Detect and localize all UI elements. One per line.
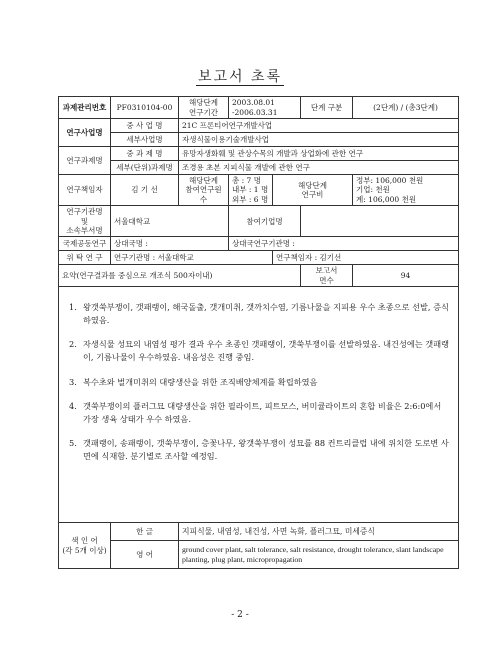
keywords-ko: 지피식물, 내염성, 내건성, 사면 녹화, 플러그묘, 미세증식 [179, 523, 459, 541]
consign-label: 위 탁 연 구 [59, 251, 111, 265]
project-label: 연구사업명 [59, 119, 111, 147]
detail-project-label: 세부사업명 [111, 133, 179, 147]
mid-project-value: 21C 프론티어연구개발사업 [179, 119, 459, 133]
org-value: 서울대학교 [111, 206, 229, 237]
sub-task-label: 세부(단위)과제명 [111, 161, 179, 175]
mid-project-label: 중 사 업 명 [111, 119, 179, 133]
cost-values [353, 175, 459, 206]
pages-label: 보고서 면수 [301, 265, 353, 287]
intl-label: 국제공동연구 [59, 237, 111, 251]
cost-total: 계: 106,000 천원 [356, 194, 417, 204]
mgmt-no-label: 과제관리번호 [59, 97, 111, 119]
page-number: - 2 - [231, 610, 249, 620]
intl-partner-org: 상대국연구기관명 : [229, 237, 459, 251]
summary-item: 2. 자생식물 성묘의 내염성 평가 결과 우수 초종인 갯패랭이, 갯쑥부쟁이를 선발하였음. 내건성에는 갯패랭이, 기름나물이 우수하였음. 내음성은 진행 중임. [69, 339, 450, 363]
mgmt-no-value: PF0310104-00 [111, 97, 179, 119]
summary-item: 1. 왕갯쑥부쟁이, 갯패랭이, 해국돌출, 갯개미취, 갯까치수염, 기름나물을 지피용 우수 초종으로 선발, 증식하였음. [69, 302, 449, 326]
consign-org: 연구기관명 : 서울대학교 [111, 251, 273, 265]
stage-label: 단계 구분 [301, 97, 353, 119]
period-label: 해당단계 연구기간 [179, 97, 229, 119]
researcher-name: 김 기 선 [111, 175, 179, 206]
keywords-ko-label: 한 글 [111, 523, 179, 541]
period-value: 2003.08.01 -2006.03.31 [229, 97, 301, 119]
summary-item: 5. 갯패랭이, 송패랭이, 갯쑥부쟁이, 층꽃나무, 왕갯쑥부쟁이 성묘를 88 컨트리클럽 내에 위치한 도로변 사면에 식재함. 분기별로 조사할 예정임. [69, 437, 449, 461]
summary-item: 3. 복수초와 벌개미취의 대량생산을 위한 조직배양체계를 확립하였음 [69, 376, 318, 387]
mid-task-label: 중 과 제 명 [111, 147, 179, 161]
keywords-label: 색 인 어 (각 5개 이상) [59, 523, 111, 569]
participants-counts [229, 175, 273, 206]
company-label: 참여기업명 [229, 206, 301, 237]
org-label: 연구기관명 및 소속부서명 [59, 206, 111, 237]
cost-gov: 정부: 106,000 천원 [356, 176, 424, 185]
participants-label: 해당단계 참여연구원 수 [179, 175, 229, 206]
intl-partner: 상대국명 : [111, 237, 229, 251]
cost-company: 기업: 천원 [356, 185, 390, 195]
stage-value: (2단계) / (총3단계) [353, 97, 459, 119]
participants-external: 외부 : 6 명 [232, 194, 269, 204]
summary-label: 요약(연구결과를 중심으로 개조식 500자이내) [59, 265, 301, 287]
detail-project-value: 자생식물이용기술개발사업 [179, 133, 459, 147]
report-abstract-form [58, 96, 459, 569]
task-label: 연구과제명 [59, 147, 111, 175]
keywords-en-label: 영 어 [111, 541, 179, 569]
company-value [301, 206, 459, 237]
pages-value: 94 [353, 265, 459, 287]
summary-item: 4. 갯쑥부쟁이의 플러그묘 대량생산을 위한 필라이트, 피트모스, 버미큘라이트의 혼합 비율은 2:6:0에서 가장 생육 상태가 우수 하였음. [69, 400, 442, 424]
consign-researcher: 연구책임자 : 김기선 [273, 251, 459, 265]
researcher-label: 연구책임자 [59, 175, 111, 206]
mid-task-value: 유망자생화훼 및 관상수목의 개발과 상업화에 관한 연구 [179, 147, 459, 161]
report-title: 보고서 초록 [197, 69, 283, 85]
summary-body [59, 287, 459, 523]
cost-label: 해당단계 연구비 [273, 175, 353, 206]
participants-total: 총 : 7 명 [232, 176, 261, 185]
keywords-en: ground cover plant, salt tolerance, salt resistance, drought tolerance, slant landscape planting, plug plant, micropropagation [179, 541, 459, 569]
participants-internal: 내부 : 1 명 [232, 185, 269, 195]
sub-task-value: 조경용 초본 지피식물 개발에 관한 연구 [179, 161, 459, 175]
